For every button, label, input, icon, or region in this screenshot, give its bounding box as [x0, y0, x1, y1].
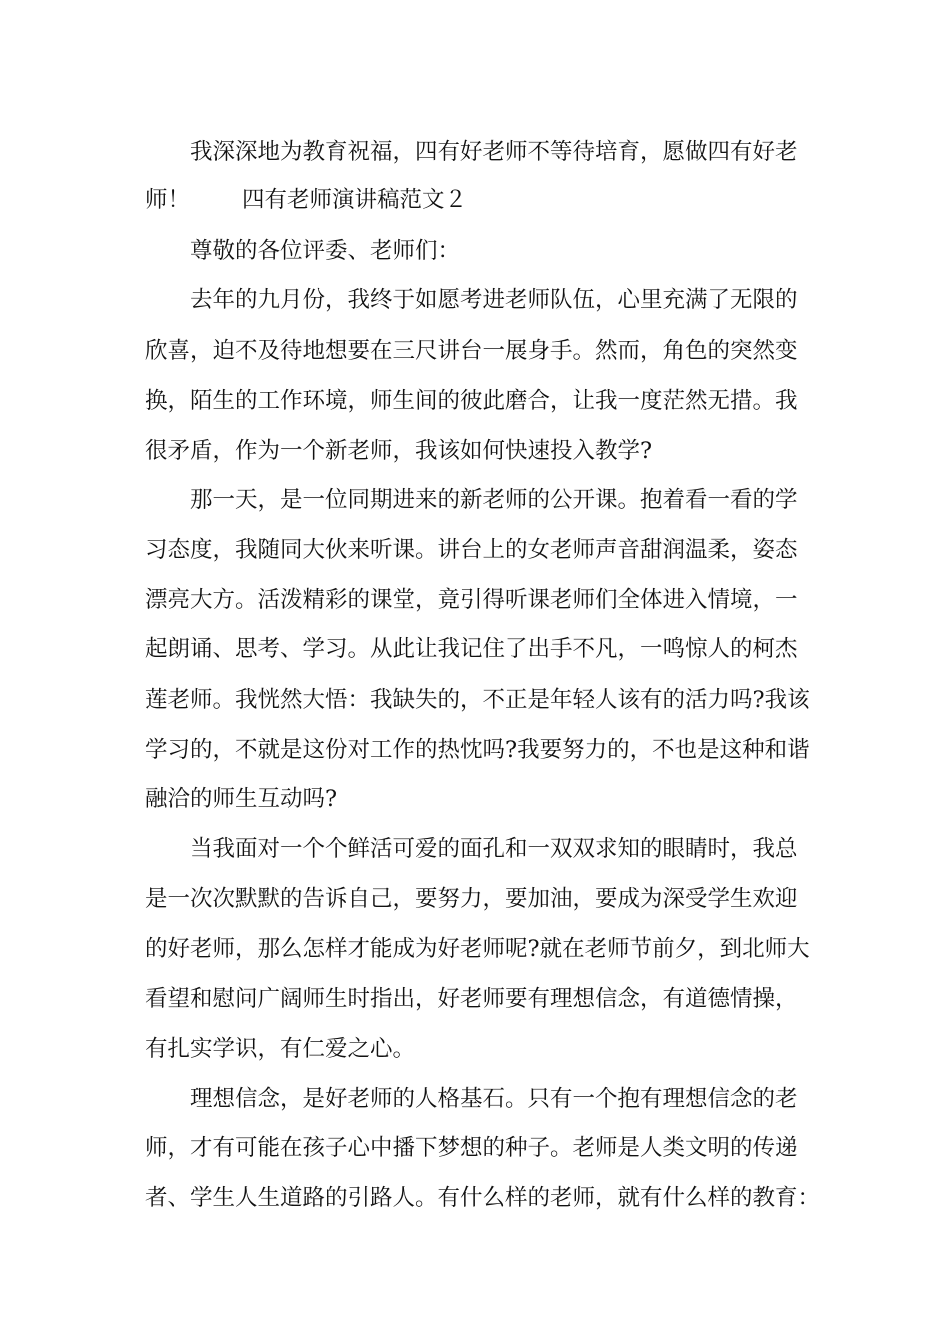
paragraph-line: 习态度，我随同大伙来听课。讲台上的女老师声音甜润温柔，姿态 — [145, 537, 798, 563]
paragraph-line: 起朗诵、思考、学习。从此让我记住了出手不凡，一鸣惊人的柯杰 — [145, 636, 798, 662]
paragraph-line: 的好老师，那么怎样才能成为好老师呢?就在老师节前夕，到北师大 — [145, 936, 810, 962]
paragraph-line: 学习的，不就是这份对工作的热忱吗?我要努力的，不也是这种和谐 — [145, 737, 810, 763]
paragraph-line: 很矛盾，作为一个新老师，我该如何快速投入教学? — [145, 438, 653, 464]
paragraph-line: 师，才有可能在孩子心中播下梦想的种子。老师是人类文明的传递 — [145, 1135, 798, 1161]
paragraph-line: 欣喜，迫不及待地想要在三尺讲台一展身手。然而，角色的突然变 — [145, 338, 798, 364]
section-title: 四有老师演讲稿范文２ — [242, 187, 468, 213]
paragraph-line: 融洽的师生互动吗? — [145, 786, 338, 812]
paragraph-line: 那一天，是一位同期进来的新老师的公开课。抱着看一看的学 — [190, 487, 798, 513]
paragraph-line: 师！ — [145, 187, 191, 213]
paragraph-line-with-title — [145, 185, 825, 215]
salutation: 尊敬的各位评委、老师们： — [190, 238, 461, 264]
paragraph-line: 去年的九月份，我终于如愿考进老师队伍，心里充满了无限的 — [190, 287, 798, 313]
paragraph-line: 看望和慰问广阔师生时指出，好老师要有理想信念，有道德情操， — [145, 986, 798, 1012]
paragraph-line: 理想信念，是好老师的人格基石。只有一个抱有理想信念的老 — [190, 1086, 798, 1112]
paragraph-line: 者、学生人生道路的引路人。有什么样的老师，就有什么样的教育： — [145, 1185, 821, 1211]
paragraph-line: 是一次次默默的告诉自己，要努力，要加油，要成为深受学生欢迎 — [145, 886, 798, 912]
paragraph-line: 漂亮大方。活泼精彩的课堂，竟引得听课老师们全体进入情境，一 — [145, 587, 798, 613]
paragraph-line: 莲老师。我恍然大悟：我缺失的，不正是年轻人该有的活力吗?我该 — [145, 687, 810, 713]
paragraph-line: 换，陌生的工作环境，师生间的彼此磨合，让我一度茫然无措。我 — [145, 388, 798, 414]
paragraph-line: 当我面对一个个鲜活可爱的面孔和一双双求知的眼睛时，我总 — [190, 836, 798, 862]
paragraph-line: 有扎实学识，有仁爱之心。 — [145, 1036, 416, 1062]
paragraph-line: 我深深地为教育祝福，四有好老师不等待培育，愿做四有好老 — [190, 139, 798, 165]
